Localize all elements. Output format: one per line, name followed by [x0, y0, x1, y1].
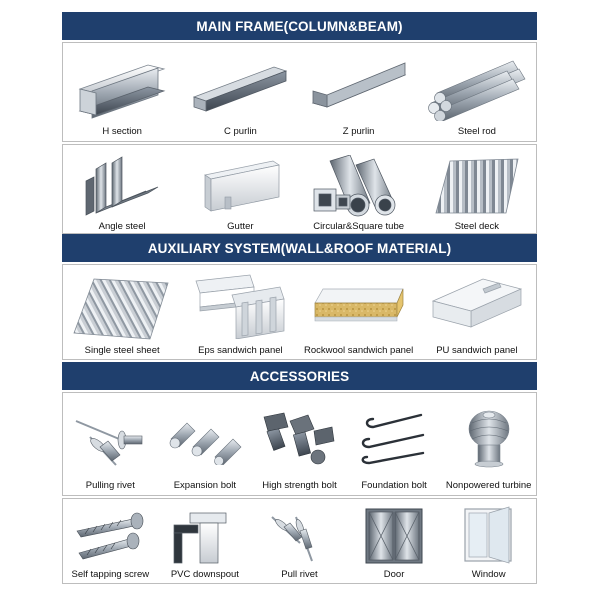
product-label: Z purlin [342, 126, 375, 137]
product-card[interactable] [181, 265, 299, 359]
product-label: Steel rod [457, 126, 496, 137]
product-card[interactable] [63, 393, 158, 495]
product-label: H section [102, 126, 142, 137]
foundation-bolt-icon [359, 411, 429, 465]
section-banner-auxiliary [62, 234, 537, 262]
steel-sheet-icon [72, 275, 172, 341]
screw-icon [69, 509, 151, 565]
product-card[interactable] [418, 145, 536, 233]
product-row-auxiliary [62, 264, 537, 360]
section-title: AUXILIARY SYSTEM(WALL&ROOF MATERIAL) [147, 240, 452, 256]
product-card[interactable] [418, 265, 536, 359]
product-label: Angle steel [98, 221, 146, 232]
product-card[interactable] [441, 393, 536, 495]
door-icon [364, 507, 424, 565]
product-label: Pulling rivet [85, 480, 135, 491]
product-label: Single steel sheet [84, 345, 160, 356]
pu-panel-icon [429, 275, 525, 339]
section-title: ACCESSORIES [249, 368, 350, 384]
product-card[interactable] [300, 145, 418, 233]
product-label: Foundation bolt [361, 480, 427, 491]
product-label: Rockwool sandwich panel [303, 345, 414, 356]
product-card[interactable] [347, 499, 442, 583]
product-label: Eps sandwich panel [198, 345, 283, 356]
product-card[interactable] [63, 265, 181, 359]
product-card[interactable] [181, 43, 299, 141]
product-card[interactable] [158, 393, 253, 495]
product-card[interactable] [441, 499, 536, 583]
product-label: Door [383, 569, 405, 580]
turbine-icon [464, 407, 514, 469]
product-label: PU sandwich panel [436, 345, 518, 356]
product-row-frame-2 [62, 144, 537, 234]
section-title: MAIN FRAME(COLUMN&BEAM) [196, 18, 403, 34]
product-row-frame-1 [62, 42, 537, 142]
product-card[interactable] [418, 43, 536, 141]
angle-steel-icon [82, 155, 162, 217]
product-card[interactable] [63, 43, 181, 141]
product-label: C purlin [224, 126, 257, 137]
window-icon [461, 505, 517, 565]
downspout-icon [170, 507, 240, 567]
rivet-icon [70, 407, 150, 469]
product-row-accessories-2 [62, 498, 537, 584]
z-purlin-icon [307, 57, 411, 117]
product-label: Nonpowered turbine [445, 480, 532, 491]
product-card[interactable] [347, 393, 442, 495]
product-label: Self tapping screw [71, 569, 150, 580]
product-row-accessories-1 [62, 392, 537, 496]
section-banner-accessories [62, 362, 537, 390]
product-card[interactable] [63, 145, 181, 233]
gutter-icon [195, 157, 285, 215]
product-label: Gutter [227, 221, 254, 232]
product-label: High strength bolt [262, 480, 337, 491]
h-section-icon [74, 57, 170, 119]
product-label: Expansion bolt [173, 480, 237, 491]
product-label: Window [471, 569, 506, 580]
product-card[interactable] [252, 393, 347, 495]
rockwool-panel-icon [309, 283, 409, 333]
c-purlin-icon [188, 61, 292, 113]
expansion-bolt-icon [165, 413, 245, 465]
product-label: Pull rivet [281, 569, 318, 580]
product-card[interactable] [158, 499, 253, 583]
product-label: Steel deck [454, 221, 500, 232]
product-label: PVC downspout [170, 569, 239, 580]
product-sheet [62, 12, 537, 584]
section-banner-main-frame [62, 12, 537, 40]
product-label: Circular&Square tube [313, 221, 405, 232]
product-card[interactable] [252, 499, 347, 583]
steel-deck-icon [432, 157, 522, 215]
steel-rod-icon [427, 55, 527, 121]
eps-panel-icon [192, 273, 288, 339]
product-card[interactable] [63, 499, 158, 583]
product-card[interactable] [300, 265, 418, 359]
product-card[interactable] [300, 43, 418, 141]
bolt-icon [260, 409, 338, 467]
tube-icon [310, 155, 408, 217]
product-card[interactable] [181, 145, 299, 233]
pull-rivet-icon [266, 507, 332, 567]
